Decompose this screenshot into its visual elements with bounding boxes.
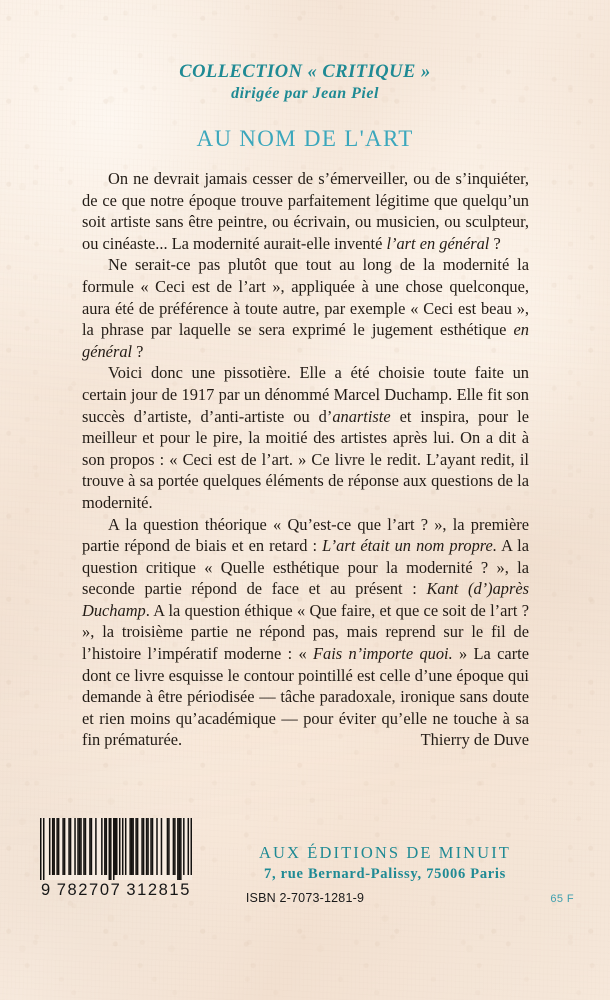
barcode-digit-prefix: 9 bbox=[41, 881, 52, 899]
barcode-digit-group-2: 312815 bbox=[126, 881, 191, 899]
body-text: . A la question éthique « Que faire, et que ce soit de l’art ? », la troisième partie ne répond pas, mais reprend sur le fil de l’histoire l’impératif moderne : « bbox=[82, 600, 529, 664]
author-name: Thierry de Duve bbox=[420, 730, 529, 749]
emphasised-text: en général bbox=[82, 320, 529, 361]
body-text: et inspira, pour le meilleur et pour le pire, la moitié des artistes après lui. On a dit à son propos : « Ceci est de l’art. » Ce livre le redit. L’ayant redit, il trouve à sa portée quelques éléments de réponse aux questions de la modernité. bbox=[82, 406, 529, 512]
back-cover-blurb bbox=[82, 168, 529, 751]
barcode-bars bbox=[40, 818, 192, 880]
collection-name: COLLECTION « CRITIQUE » bbox=[179, 62, 431, 82]
body-text: Voici donc une pissotière. Elle a été choisie toute faite un certain jour de 1917 par un dénommé Marcel Duchamp. Elle fit son succès d’artiste, d’anti-artiste ou d’ bbox=[82, 363, 529, 426]
isbn-number: ISBN 2-7073-1281-9 bbox=[245, 891, 365, 905]
body-text: On ne devrait jamais cesser de s’émerveiller, ou de s’inquiéter, de ce que notre époque trouve parfaitement légitime que quelqu’un soit artiste sans être peintre, ou écrivain, ou musicien, ou sculpteur, ou cinéaste... La modernité aurait-elle inventé bbox=[82, 169, 529, 253]
publisher-address: 7, rue Bernard-Palissy, 75006 Paris bbox=[264, 866, 506, 882]
price-label: 65 F bbox=[550, 893, 574, 905]
publisher-block bbox=[180, 843, 590, 883]
barcode-digit-group-1: 782707 bbox=[56, 881, 122, 899]
body-text: ? bbox=[132, 341, 144, 361]
blurb-paragraph bbox=[82, 362, 529, 513]
collection-director: dirigée par Jean Piel bbox=[231, 85, 379, 103]
emphasised-text: Kant (d’)après Duchamp bbox=[82, 579, 529, 620]
isbn-barcode bbox=[40, 818, 192, 900]
emphasised-text: anartiste bbox=[332, 406, 391, 426]
emphasised-text: l’art en général bbox=[386, 233, 490, 253]
body-text: A la question critique « Quelle esthétique pour la modernité ? », la seconde partie répond de face et au présent : bbox=[82, 536, 529, 599]
blurb-paragraph bbox=[82, 254, 529, 362]
blurb-paragraph bbox=[82, 168, 529, 254]
blurb-paragraph bbox=[82, 514, 529, 752]
body-text: Ne serait-ce pas plutôt que tout au long de la modernité la formule « Ceci est de l’art », appliquée à une chose quelconque, aura été de préférence à toute autre, par exemple « Ceci est beau », la phrase par laquelle se sera exprimé le jugement esthétique bbox=[82, 255, 529, 340]
publisher-name: AUX ÉDITIONS DE MINUIT bbox=[259, 843, 511, 862]
emphasised-text: Fais n’importe quoi. bbox=[313, 644, 453, 664]
emphasised-text: L’art était un nom propre. bbox=[322, 536, 497, 556]
body-text: ? bbox=[489, 233, 501, 253]
body-text: A la question théorique « Qu’est-ce que l’art ? », la première partie répond de biais et en retard : bbox=[82, 514, 529, 556]
isbn-row bbox=[0, 891, 610, 911]
book-title: AU NOM DE L'ART bbox=[196, 125, 414, 151]
body-text: » La carte dont ce livre esquisse le contour pointillé est celle d’une époque qui demande à être périodisée — tâche paradoxale, ironique sans doute et rien moins qu’académique — pour éviter qu’elle ne touche à sa fin prématurée. bbox=[82, 644, 529, 750]
cover-header bbox=[0, 60, 610, 152]
